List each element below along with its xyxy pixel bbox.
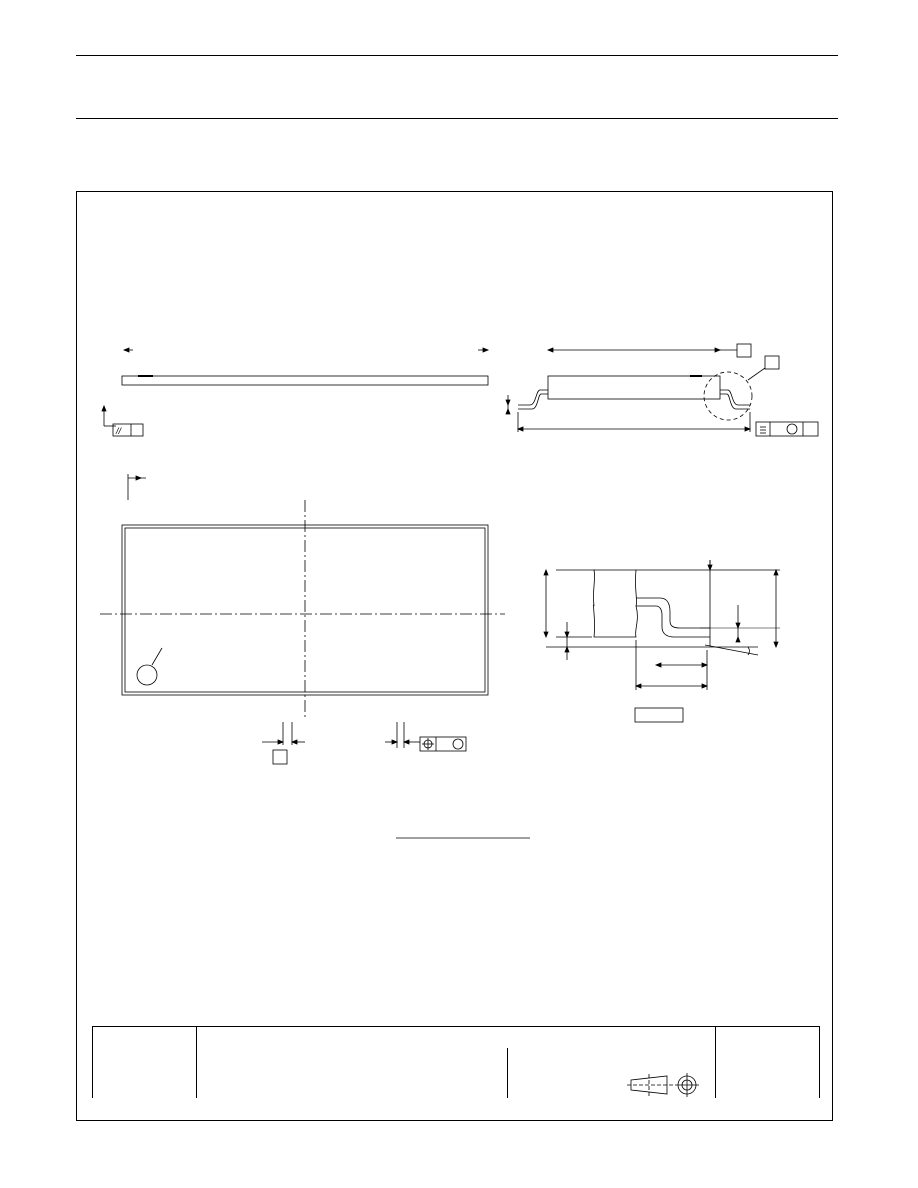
outline-table (92, 1026, 820, 1098)
side-view-width (506, 344, 818, 436)
svg-text://: // (116, 426, 122, 436)
projection-symbol-icon (627, 1070, 717, 1100)
side-view-length (102, 348, 488, 436)
top-view (100, 474, 505, 764)
detail-x-view (544, 560, 780, 722)
